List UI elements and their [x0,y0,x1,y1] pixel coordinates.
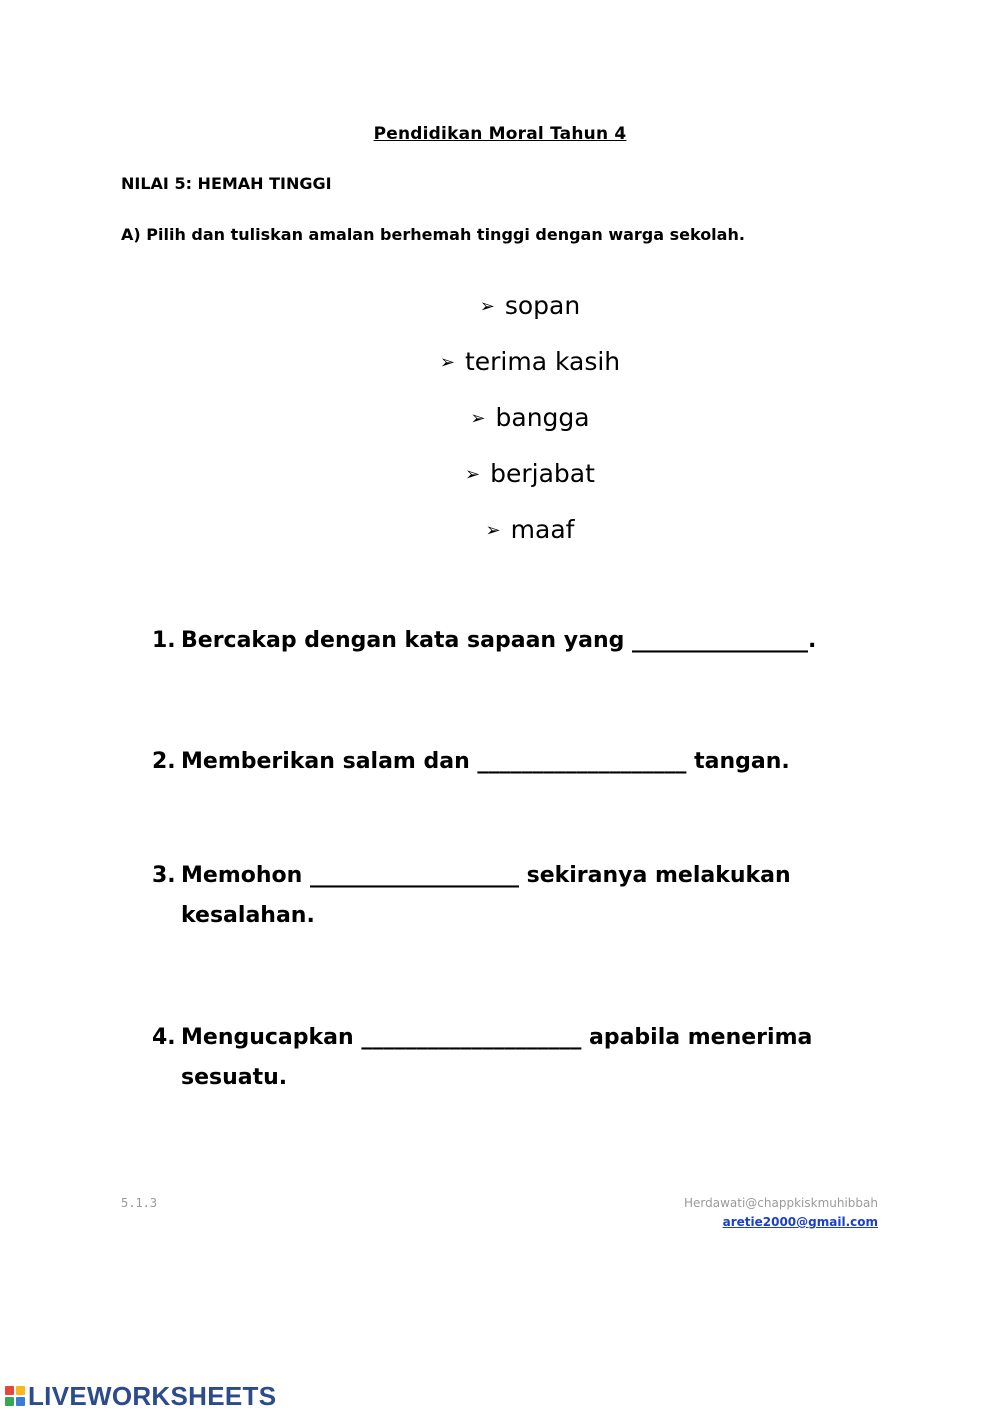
choice-label: maaf [510,515,575,544]
choice-item [0,452,1000,508]
question-number: 2. [152,749,176,774]
choice-item [0,284,1000,340]
question-text: Memberikan salam dan ___________________ tangan. [181,749,790,774]
question-3 [152,856,872,936]
choice-item [0,396,1000,452]
section-heading: NILAI 5: HEMAH TINGGI [121,174,332,193]
liveworksheets-logo[interactable] [5,1381,276,1411]
logo-block [5,1397,14,1406]
arrow-bullet-icon: ➢ [465,464,481,485]
choice-label: sopan [504,291,581,320]
choice-list [0,284,1000,564]
question-2 [152,742,892,782]
choice-item [0,340,1000,396]
arrow-bullet-icon: ➢ [439,352,455,373]
choice-label: terima kasih [464,347,621,376]
question-text: Memohon ___________________ sekiranya melakukan kesalahan. [181,863,799,928]
question-4 [152,1018,882,1098]
logo-blocks-icon [5,1386,25,1406]
choice-label: bangga [495,403,590,432]
question-1 [152,621,892,661]
choice-label: berjabat [490,459,595,488]
question-number: 1. [152,628,176,653]
arrow-bullet-icon: ➢ [470,408,486,429]
footer-code: 5.1.3 [121,1196,158,1210]
logo-block [16,1386,25,1395]
footer-author: Herdawati@chappkiskmuhibbah [683,1196,878,1210]
logo-block [5,1386,14,1395]
question-number: 3. [152,863,176,888]
logo-block [16,1397,25,1406]
question-number: 4. [152,1025,176,1050]
instruction-text: A) Pilih dan tuliskan amalan berhemah tinggi dengan warga sekolah. [121,225,745,244]
footer-email-link[interactable]: aretie2000@gmail.com [722,1215,878,1229]
arrow-bullet-icon: ➢ [485,520,501,541]
choice-item [0,508,1000,564]
logo-text: LIVEWORKSHEETS [28,1380,277,1411]
arrow-bullet-icon: ➢ [479,296,495,317]
question-text: Mengucapkan ____________________ apabila menerima sesuatu. [181,1025,821,1090]
question-text: Bercakap dengan kata sapaan yang ________________. [181,628,817,653]
page-title: Pendidikan Moral Tahun 4 [373,124,627,144]
